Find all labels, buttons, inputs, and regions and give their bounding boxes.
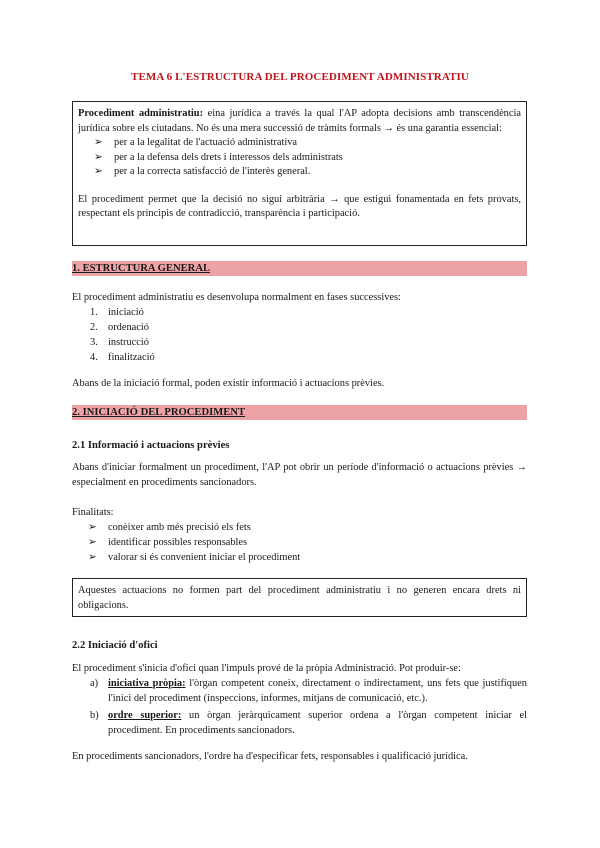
list-item: ➢ conèixer amb més precisió els fets (88, 522, 251, 533)
initiation-list (72, 676, 527, 738)
subsection-2-2-closing: En procediments sancionadors, l'ordre ha d'especificar fets, responsables i qualificació jurídica. (72, 751, 468, 762)
definition-box (72, 101, 527, 246)
arrow-bullet-icon: ➢ (94, 137, 103, 148)
arrow-bullet-icon: ➢ (88, 522, 97, 533)
list-item: 4. finalització (90, 352, 155, 363)
section1-lead: El procediment administratiu es desenvolupa normalment en fases successives: (72, 292, 401, 303)
section1-body (72, 290, 527, 365)
phase-list (72, 305, 527, 365)
list-item: ➢ per a la defensa dels drets i interessos dels administrats (78, 151, 521, 166)
purposes-list (72, 520, 527, 565)
subsection-heading-2-2: 2.2 Iniciació d'ofici (72, 640, 158, 651)
list-item: 1. iniciació (90, 307, 144, 318)
arrow-bullet-icon: ➢ (88, 537, 97, 548)
list-item: ➢ identificar possibles responsables (88, 537, 248, 548)
subsection-2-2-body (72, 661, 527, 738)
arrow-bullet-icon: ➢ (88, 552, 97, 563)
item-term: ordre superior: (108, 710, 182, 721)
subsection-2-1-text: Abans d'iniciar formalment un procediment, l'AP pot obrir un període d'informació o actuacions prèvies → especialment en procediments sancionadors. (72, 462, 527, 488)
purposes-block (72, 505, 527, 565)
section-heading-1: 1. ESTRUCTURA GENERAL (72, 261, 527, 276)
list-item: ➢ per a la correcta satisfacció de l'interès general. (78, 165, 521, 180)
list-item: a) iniciativa pròpia: l'òrgan competent coneix, directament o indirectament, uns fets que justifiquen l'inici del procediment (inspeccions, informes, mitjans de comunicació, etc.). (90, 678, 527, 704)
item-term: iniciativa pròpia: (108, 678, 186, 689)
note-box-text: Aquestes actuacions no formen part del procediment administratiu i no generen encara drets ni obligacions. (78, 585, 521, 611)
list-item: ➢ per a la legalitat de l'actuació administrativa (78, 136, 521, 151)
document-title: TEMA 6 L'ESTRUCTURA DEL PROCEDIMENT ADMINISTRATIU (131, 71, 469, 83)
section-heading-2: 2. INICIACIÓ DEL PROCEDIMENT (72, 405, 527, 420)
definition-term: Procediment administratiu: (78, 108, 204, 119)
arrow-bullet-icon: ➢ (94, 166, 103, 177)
guarantee-list (78, 136, 521, 180)
list-item: b) ordre superior: un òrgan jeràrquicament superior ordena a l'òrgan competent iniciar el procediment. En procediments sancionadors. (90, 710, 527, 736)
list-item: 2. ordenació (90, 322, 149, 333)
arrow-bullet-icon: ➢ (94, 151, 103, 163)
list-item: ➢ valorar si és convenient iniciar el procediment (88, 552, 301, 563)
section1-note: Abans de la iniciació formal, poden existir informació i actuacions prèvies. (72, 378, 385, 389)
definition-text: eina jurídica a través la qual l'AP adopta decisions amb transcendència jurídica sobre els ciutadans. No és una mera successió de tràmits formals → és una garantia essencial: (78, 108, 521, 134)
subsection-2-2-lead: El procediment s'inicia d'ofici quan l'impuls prové de la pròpia Administració. Pot produir-se: (72, 663, 461, 674)
list-item: 3. instrucció (90, 337, 149, 348)
definition-closing: El procediment permet que la decisió no sigui arbitrària → que estigui fonamentada en fets provats, respectant els principis de contradicció, transparència i participació. (78, 193, 521, 219)
definition-paragraph (78, 107, 521, 136)
purposes-label: Finalitats: (72, 507, 114, 518)
subsection-heading-2-1: 2.1 Informació i actuacions prèvies (72, 440, 230, 451)
note-box (72, 578, 527, 617)
